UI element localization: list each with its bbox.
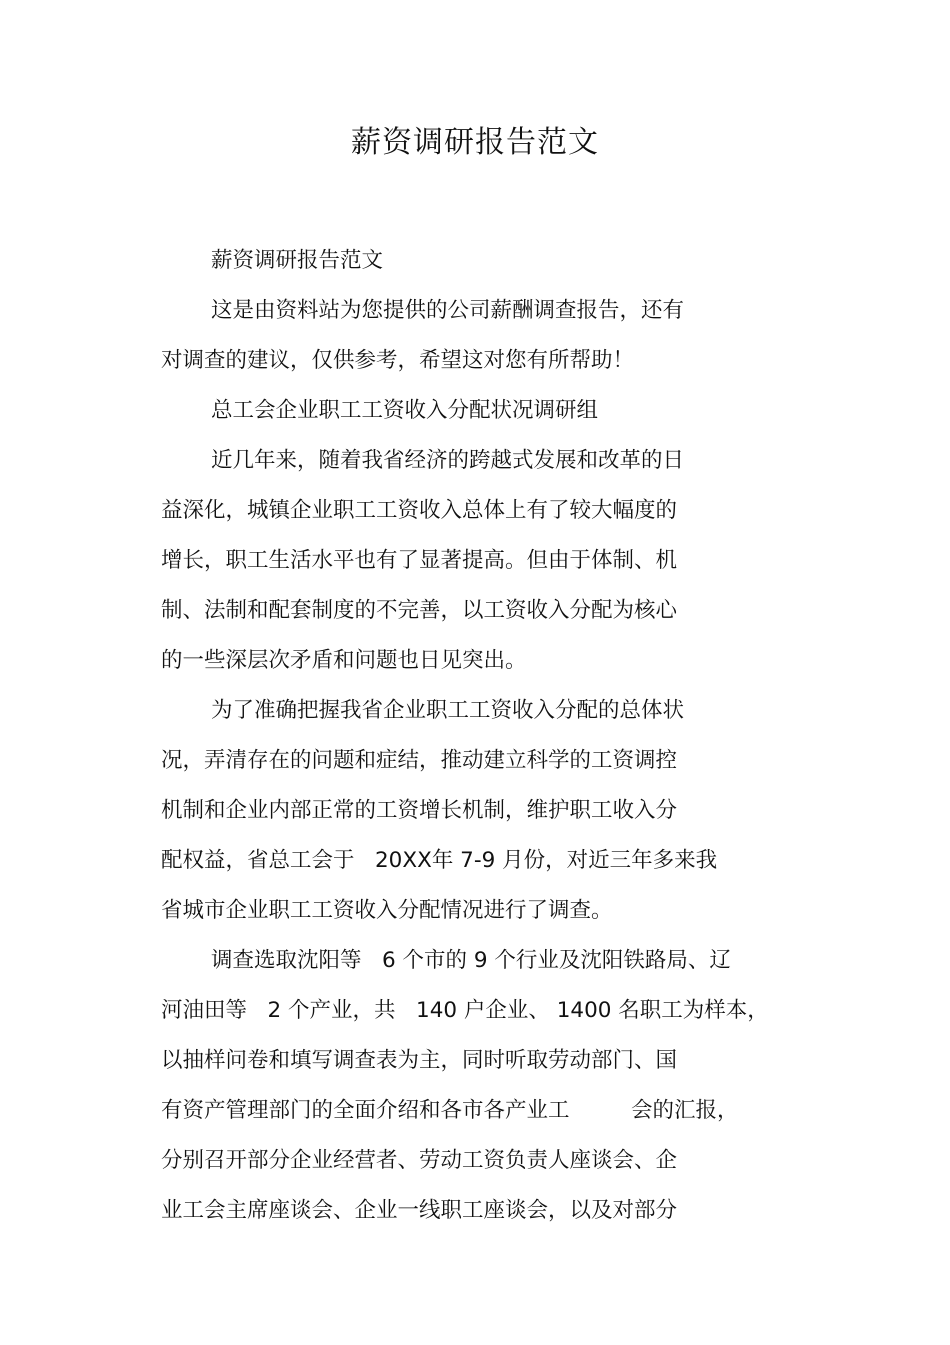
body-line: 增长，职工生活水平也有了显著提高。但由于体制、机 xyxy=(161,548,678,573)
body-line: 薪资调研报告范文 xyxy=(211,248,384,273)
body-line: 对调查的建议，仅供参考，希望这对您有所帮助！ xyxy=(161,348,635,373)
body-line: 分别召开部分企业经营者、劳动工资负责人座谈会、企 xyxy=(161,1148,678,1173)
document-title: 薪资调研报告范文 xyxy=(351,125,599,160)
document-body xyxy=(161,236,801,1236)
body-line: 这是由资料站为您提供的公司薪酬调查报告，还有 xyxy=(211,298,685,323)
body-line: 省城市企业职工工资收入分配情况进行了调查。 xyxy=(161,898,613,923)
body-line: 有资产管理部门的全面介绍和各市各产业工 会的汇报， xyxy=(161,1098,739,1123)
body-line: 况，弄清存在的问题和症结，推动建立科学的工资调控 xyxy=(161,748,678,773)
body-line: 河油田等 2 个产业，共 140 户企业、 1400 名职工为样本， xyxy=(161,998,769,1023)
body-line: 配权益，省总工会于 20XX年 7-9 月份，对近三年多来我 xyxy=(161,848,718,873)
body-line: 业工会主席座谈会、企业一线职工座谈会，以及对部分 xyxy=(161,1198,678,1223)
body-line: 机制和企业内部正常的工资增长机制，维护职工收入分 xyxy=(161,798,678,823)
body-line: 益深化，城镇企业职工工资收入总体上有了较大幅度的 xyxy=(161,498,678,523)
body-line: 为了准确把握我省企业职工工资收入分配的总体状 xyxy=(211,698,685,723)
body-line: 总工会企业职工工资收入分配状况调研组 xyxy=(211,398,599,423)
body-line: 以抽样问卷和填写调查表为主，同时听取劳动部门、国 xyxy=(161,1048,678,1073)
body-line: 制、法制和配套制度的不完善，以工资收入分配为核心 xyxy=(161,598,678,623)
body-line: 调查选取沈阳等 6 个市的 9 个行业及沈阳铁路局、辽 xyxy=(211,948,731,973)
body-line: 近几年来，随着我省经济的跨越式发展和改革的日 xyxy=(211,448,685,473)
body-line: 的一些深层次矛盾和问题也日见突出。 xyxy=(161,648,527,673)
